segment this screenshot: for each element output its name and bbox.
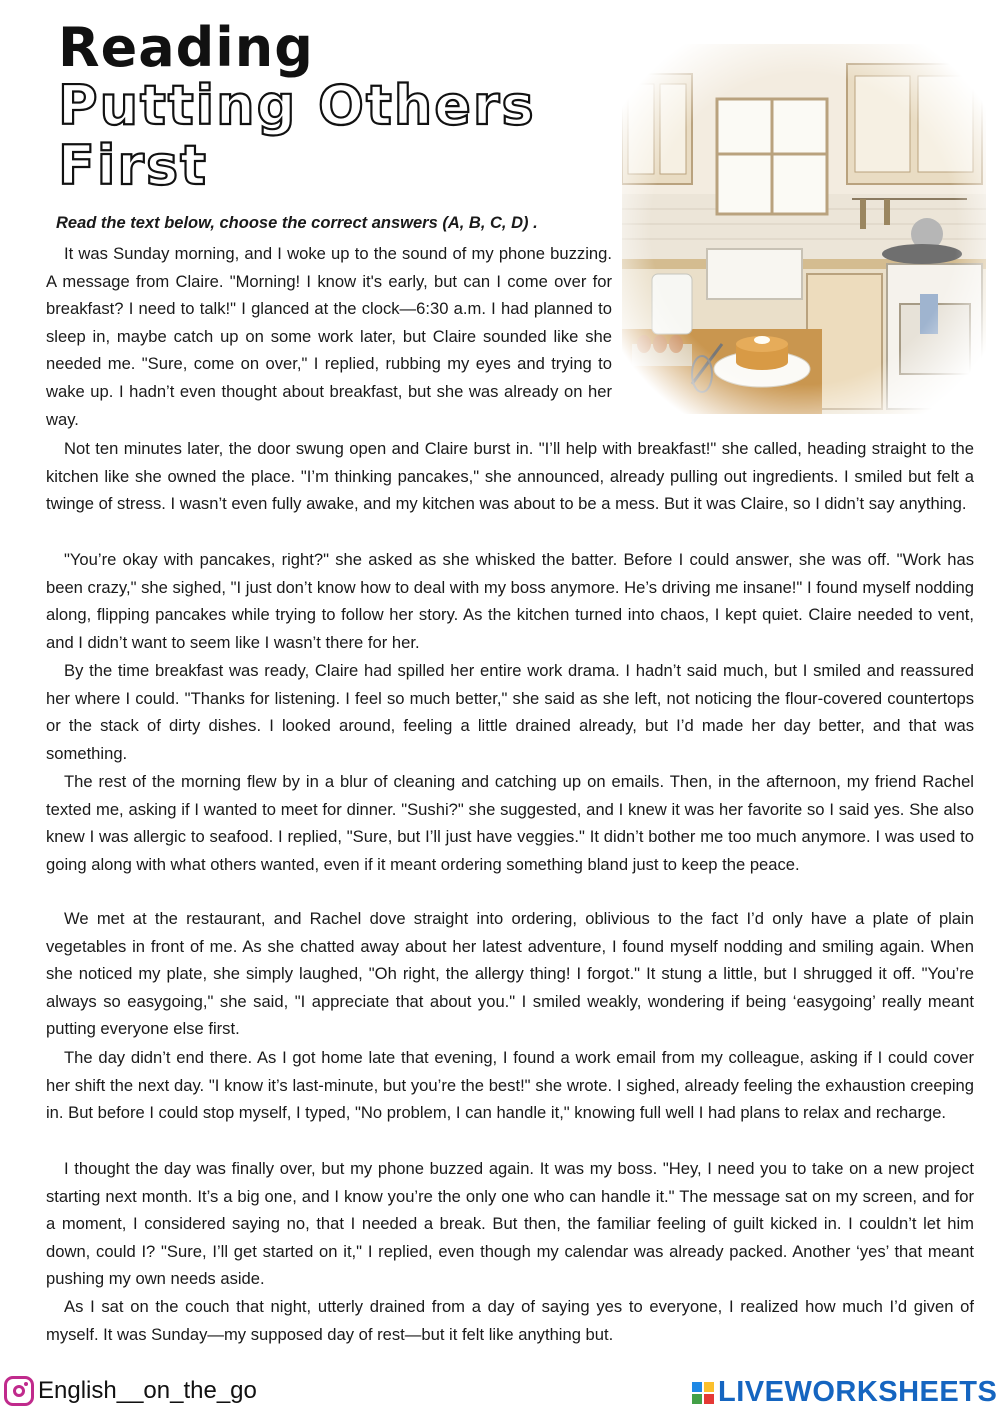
section-label: Reading (58, 16, 314, 79)
story-paragraph-1: It was Sunday morning, and I woke up to the sound of my phone buzzing. A message from Claire. "Morning! I know it's early, but can I come over for breakfast? I need to talk!" I glanced at the clock—6:30 a.m. I had planned to sleep in, maybe catch up on some work later, but Claire sounded like she needed me. "Sure, come on over," I replied, rubbing my eyes and trying to wake up. I hadn’t even thought about breakfast, but she was already on her way. (46, 244, 612, 429)
instruction-text: Read the text below, choose the correct answers (A, B, C, D) . (56, 214, 538, 232)
kitchen-illustration (622, 44, 986, 414)
story-paragraph-5: The rest of the morning flew by in a blur of cleaning and catching up on emails. Then, in the afternoon, my friend Rachel texted me, asking if I wanted to meet for dinner. "Sushi?" she suggested, and I knew it was her favorite so I said yes. She also knew I was allergic to seafood. I replied, "Sure, but I’ll just have veggies." It didn’t bother me too much anymore. I was used to going along with what others wanted, even if it meant ordering something bland just to keep the peace. (46, 772, 974, 874)
liveworksheets-icon (692, 1382, 714, 1404)
author-handle: English__on_the_go (38, 1377, 257, 1404)
instagram-icon (4, 1376, 34, 1406)
story-paragraph-9: As I sat on the couch that night, utterly drained from a day of saying yes to everyone, I realized how much I’d given of myself. It was Sunday—my supposed day of rest—but it felt like anything but. (46, 1297, 974, 1344)
title-line-1: Putting Others (58, 74, 536, 137)
author-credit[interactable] (4, 1376, 257, 1406)
story-paragraph-7: The day didn’t end there. As I got home late that evening, I found a work email from my colleague, asking if I could cover her shift the next day. "I know it’s last-minute, but you’re the best!" she wrote. I sighed, already feeling the exhaustion creeping in. But before I could stop myself, I typed, "No problem, I can handle it," knowing full well I had plans to relax and recharge. (46, 1048, 974, 1123)
story-paragraph-3: "You’re okay with pancakes, right?" she asked as she whisked the batter. Before I could answer, she was off. "Work has been crazy," she sighed, "I just don’t know how to deal with my boss anymore. He’s driving me insane!" I found myself nodding along, flipping pancakes while trying to follow her story. As the kitchen turned into chaos, I kept quiet. Claire needed to vent, and I didn’t want to seem like I wasn’t there for her. (46, 550, 974, 652)
story-paragraph-4: By the time breakfast was ready, Claire had spilled her entire work drama. I hadn’t said much, but I smiled and reassured her where I could. "Thanks for listening. I feel so much better," she said as she left, not noticing the flour-covered countertops or the stack of dirty dishes. I looked around, feeling a little drained already, but I’d made her day better, and that was something. (46, 661, 974, 763)
worksheet-heading (58, 16, 536, 197)
story-paragraph-6: We met at the restaurant, and Rachel dove straight into ordering, oblivious to the fact I’d only have a plate of plain vegetables in front of me. As she chatted away about her latest adventure, I found myself nodding and smiling again. When she noticed my plate, she simply laughed, "Oh right, the allergy thing! I forgot." It stung a little, but I shrugged it off. "You’re always so easygoing," she said, "I appreciate that about you." I smiled weakly, wondering if being ‘easygoing’ really meant putting everyone else first. (46, 909, 974, 1039)
brand-name: LIVEWORKSHEETS (718, 1376, 998, 1408)
liveworksheets-logo[interactable] (692, 1376, 997, 1409)
story-paragraph-8: I thought the day was finally over, but my phone buzzed again. It was my boss. "Hey, I need you to take on a new project starting next month. It’s a big one, and I know you’re the only one who can handle it." The message sat on my screen, and for a moment, I considered saying no, that I needed a break. But then, the familiar feeling of guilt kicked in. I couldn’t let him down, could I? "Sure, I’ll get started on it," I replied, even though my calendar was already packed. Another ‘yes’ that meant pushing my own needs aside. (46, 1159, 974, 1289)
page-title (58, 76, 536, 196)
title-line-2: First (58, 134, 208, 197)
story-paragraph-2: Not ten minutes later, the door swung open and Claire burst in. "I’ll help with breakfast!" she called, heading straight to the kitchen like she owned the place. "I’m thinking pancakes," she announced, already pulling out ingredients. I smiled but felt a twinge of stress. I wasn’t even fully awake, and my kitchen was about to be a mess. But it was Claire, so I didn’t say anything. (46, 439, 974, 514)
